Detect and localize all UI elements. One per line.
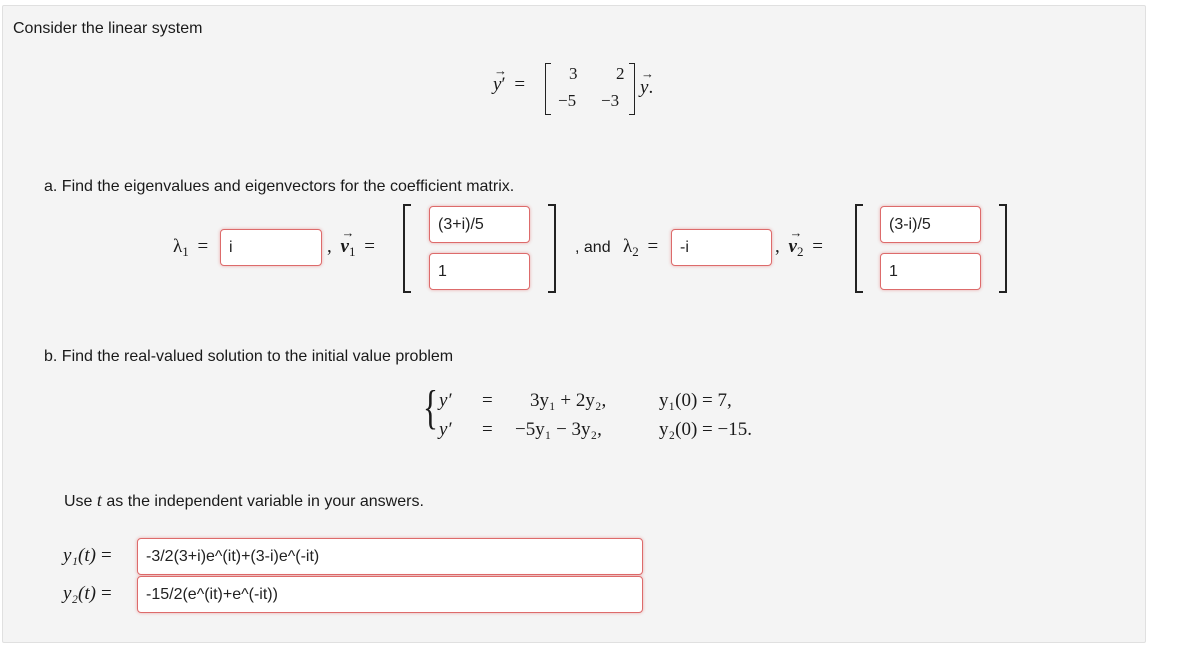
part-a-prompt: a. Find the eigenvalues and eigenvectors for the coefficient matrix. (44, 178, 515, 195)
v1-label: , → $v_1$ = (327, 225, 375, 259)
and-text: , and (575, 239, 611, 256)
v2-label: , → $v_2$ = (775, 225, 823, 259)
lambda2-label: $\lambda_2$ = (623, 236, 659, 259)
lambda2-input[interactable] (671, 229, 772, 266)
v1-left-bracket (403, 204, 411, 293)
vector-v1: → v (340, 225, 355, 257)
v2-component-2-input[interactable] (880, 253, 981, 290)
lambda1-input[interactable] (220, 229, 322, 266)
independent-variable-note: Use t as the independent variable in your answers. (64, 490, 424, 510)
part-b-prompt: b. Find the real-valued solution to the initial value problem (44, 348, 454, 365)
matrix-a12: 2 (616, 64, 625, 83)
y2-label: y₂(t) = (63, 583, 112, 604)
system-lhs: → y′ = (493, 63, 526, 95)
eq1-initial-condition: y₁(0) = 7, (659, 390, 732, 411)
v2-component-1-input[interactable] (880, 206, 981, 243)
eq2-lhs: y′ (439, 419, 452, 440)
y1-label: y₁(t) = (63, 545, 112, 566)
v2-left-bracket (855, 204, 863, 293)
matrix-right-bracket (629, 63, 635, 115)
eq1-rhs: 3y₁ + 2y₂, (530, 390, 607, 411)
matrix-left-bracket (545, 63, 551, 115)
v1-component-1-input[interactable] (429, 206, 530, 243)
eq1-equals: = (482, 390, 493, 411)
vector-y-lhs: → y (493, 63, 507, 95)
y2-solution-input[interactable] (137, 576, 643, 613)
y1-solution-input[interactable] (137, 538, 643, 575)
lambda1-label: $\lambda_1$ = (173, 236, 209, 259)
system-brace: { (423, 381, 439, 434)
vector-v2: → v (788, 225, 803, 257)
eq2-rhs: −5y₁ − 3y₂, (515, 419, 602, 440)
v1-component-2-input[interactable] (429, 253, 530, 290)
intro-text: Consider the linear system (13, 20, 203, 37)
eq2-initial-condition: y₂(0) = −15. (659, 419, 752, 440)
matrix-a22: −3 (601, 91, 620, 110)
problem-panel (2, 5, 1146, 643)
vector-y-rhs: → y (640, 66, 654, 98)
matrix-a11: 3 (569, 64, 578, 83)
v2-right-bracket (999, 204, 1007, 293)
system-rhs: → y. (640, 66, 654, 98)
matrix-a21: −5 (558, 91, 577, 110)
eq1-lhs: y′ (439, 390, 452, 411)
eq2-equals: = (482, 419, 493, 440)
v1-right-bracket (548, 204, 556, 293)
